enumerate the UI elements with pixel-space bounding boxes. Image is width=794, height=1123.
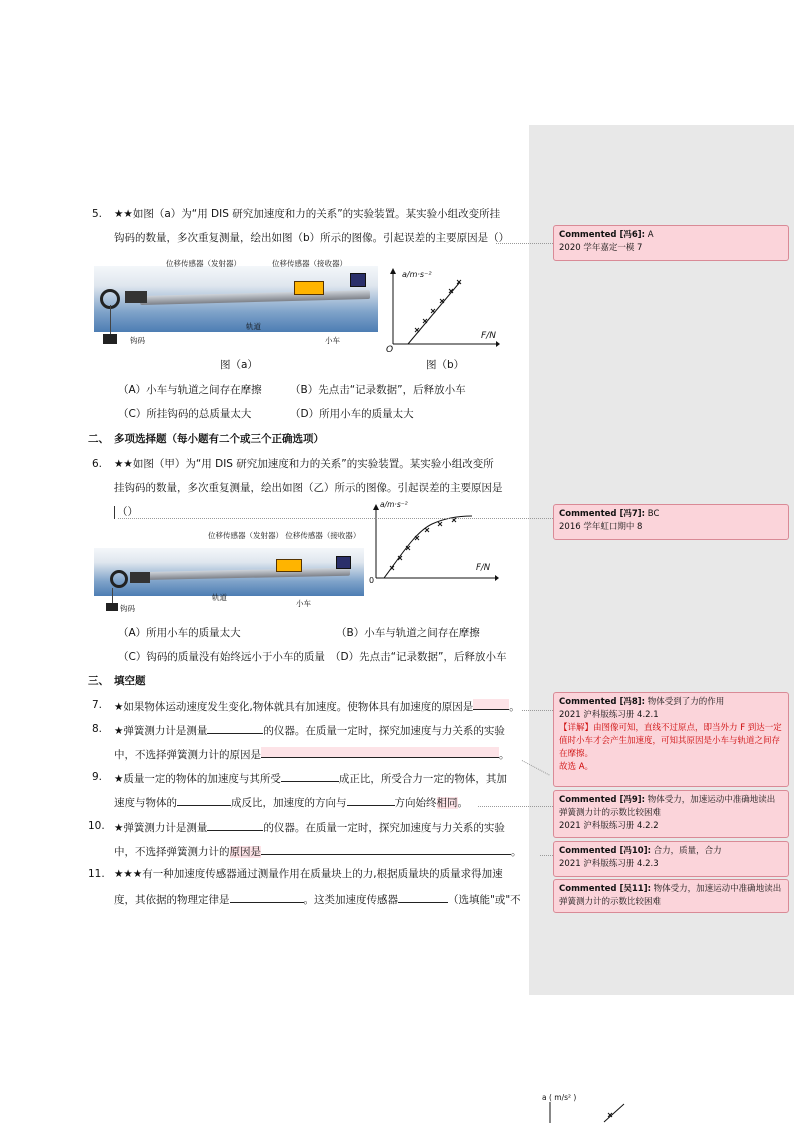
comment-9[interactable]: Commented [冯9]: 物体受力，加速运动中准确地读出弹簧测力计的示数比较困难 2021 沪科版练习册 4.2.2: [553, 790, 789, 838]
q5-graph-xlabel: F/N: [481, 331, 496, 341]
q5-option-c: （C）所挂钩码的总质量太大: [118, 408, 252, 420]
q7-line: ★如果物体运动速度发生变化,物体就具有加速度。使物体具有加速度的原因是 。: [114, 701, 520, 713]
q7-number: 7.: [92, 699, 103, 711]
comment-10[interactable]: Commented [冯10]: 合力，质量，合力 2021 沪科版练习册 4.2.3: [553, 841, 789, 877]
q6-option-c: （C）钩码的质量没有始终远小于小车的质量: [118, 651, 325, 663]
q5-option-d: （D）所用小车的质量太大: [290, 408, 414, 420]
q5-fig-b-caption: 图（b）: [426, 359, 465, 371]
q6-fit-curve: [384, 516, 472, 578]
q9-line1: ★质量一定的物体的加速度与其所受 成正比，所受合力一定的物体，其加: [114, 773, 507, 785]
q5-label-weight: 钩码: [130, 336, 145, 345]
comment-7[interactable]: Commented [冯7]: BC 2016 学年虹口期中 8: [553, 504, 789, 540]
q5-graph: [378, 266, 500, 360]
q6-label-cart: 小车: [296, 599, 311, 608]
q6-line2: 挂钩码的数量，多次重复测量，绘出如图（乙）所示的图像。引起误差的主要原因是: [114, 482, 503, 494]
q7-answer-blank[interactable]: [473, 699, 509, 710]
q6-pulley: [110, 570, 128, 588]
q6-pulley-block: [130, 572, 150, 583]
q10-answer-blank-1[interactable]: [207, 820, 263, 831]
q6-graph-ylabel: a/m·s⁻²: [380, 500, 408, 509]
q11-line1: ★★★有一种加速度传感器通过测量作用在质量块上的力,根据质量块的质量求得加速: [114, 868, 503, 880]
q5-line1: ★★如图（a）为“用 DIS 研究加速度和力的关系”的实验装置。某实验小组改变所挂: [114, 208, 501, 220]
q10-line1: ★弹簧测力计是测量 的仪器。在质量一定时，探究加速度与力关系的实验: [114, 822, 505, 834]
q5-label-sensor-rx: 位移传感器（接收器）: [272, 259, 347, 268]
q6-weight: [106, 603, 118, 611]
section3-number: 三、: [88, 675, 109, 687]
q11-answer-blank-1[interactable]: [230, 892, 304, 903]
comment-11[interactable]: Commented [吴11]: 物体受力，加速运动中准确地读出弹簧测力计的示数比较困难: [553, 879, 789, 913]
q5-string: [110, 305, 111, 335]
q11-answer-blank-2[interactable]: [398, 892, 448, 903]
q9-number: 9.: [92, 771, 103, 783]
q5-option-a: （A）小车与轨道之间存在摩擦: [118, 384, 262, 396]
q10-answer-blank-2[interactable]: [261, 844, 511, 855]
q5-graph-origin: O: [386, 345, 394, 355]
q5-receiver: [350, 273, 366, 287]
q6-cart: [276, 559, 302, 572]
q6-label-weight: 钩码: [120, 604, 135, 613]
q9-answer-blank-2[interactable]: [177, 795, 231, 806]
q8-number: 8.: [92, 723, 103, 735]
q6-option-b: （B）小车与轨道之间存在摩擦: [336, 627, 480, 639]
q5-stars: ★★: [114, 208, 133, 220]
comment-connector-6: [496, 243, 553, 244]
q8-answer-blank-1[interactable]: [207, 723, 263, 734]
q5-cart: [294, 281, 324, 295]
q10-number: 10.: [88, 820, 105, 832]
q6-graph-origin: 0: [369, 576, 375, 585]
q5-label-track: 轨道: [246, 322, 261, 331]
q6-number: 6.: [92, 458, 103, 470]
comment-connector-8: [522, 710, 553, 711]
q8-answer-blank-2[interactable]: [261, 747, 499, 758]
q6-data-points: [390, 518, 456, 570]
footer-graph-ylabel: a ( m/s² ): [542, 1093, 577, 1102]
q5-line2: 钩码的数量，多次重复测量，绘出如图（b）所示的图像。引起误差的主要原因是（）: [114, 232, 510, 244]
q8-line2: 中，不选择弹簧测力计的原因是 。: [114, 749, 510, 761]
q9-line2: 速度与物体的 成反比，加速度的方向与 方向始终相同。: [114, 797, 468, 809]
q5-graph-ylabel: a/m·s⁻²: [402, 270, 432, 279]
comment-connector-10: [478, 806, 553, 807]
q5-weight: [103, 334, 117, 344]
q11-line2: 度，其依据的物理定律是 。这类加速度传感器 （选填能"或"不: [114, 894, 521, 906]
q8-line1: ★弹簧测力计是测量 的仪器。在质量一定时，探究加速度与力关系的实验: [114, 725, 505, 737]
q6-string: [112, 588, 113, 604]
q6-option-a: （A）所用小车的质量太大: [118, 627, 241, 639]
q5-pulley-block: [125, 291, 147, 303]
q5-option-b: （B）先点击“记录数据”，后释放小车: [290, 384, 466, 396]
q6-label-track: 轨道: [212, 593, 227, 602]
q6-graph: [370, 502, 500, 588]
section3-title: 填空题: [114, 675, 146, 687]
q6-label-sensors: 位移传感器（发射器） 位移传感器（接收器）: [208, 531, 361, 540]
q9-answer-blank-3[interactable]: [347, 795, 395, 806]
footer-graph: [544, 1100, 634, 1123]
comment-connector-7: [118, 518, 553, 519]
q5-number: 5.: [92, 208, 103, 220]
q5-data-points: [415, 280, 461, 332]
section2-title: 多项选择题（每小题有二个或三个正确选项）: [114, 433, 324, 445]
q11-number: 11.: [88, 868, 105, 880]
comment-8[interactable]: Commented [冯8]: 物体受到了力的作用 2021 沪科版练习册 4.2.1 【详解】由图像可知，直线不过原点，即当外力 F 到达一定值时小车才会产生加速度，可知其原因是小车与轨道之间存在摩擦。 故选 A。: [553, 692, 789, 787]
comment-connector-11: [540, 855, 553, 856]
q6-line3: （）: [114, 506, 138, 519]
q10-line2: 中，不选择弹簧测力计的原因是 。: [114, 846, 522, 858]
q5-label-sensor-tx: 位移传感器（发射器）: [166, 259, 241, 268]
q6-receiver: [336, 556, 351, 569]
comment-6[interactable]: Commented [冯6]: A 2020 学年嘉定一模 7: [553, 225, 789, 261]
section2-number: 二、: [88, 433, 109, 445]
q5-label-cart: 小车: [325, 336, 340, 345]
q5-fit-line: [408, 282, 460, 344]
q6-graph-xlabel: F/N: [476, 563, 491, 573]
q6-option-d: （D）先点击“记录数据”，后释放小车: [330, 651, 507, 663]
q5-fig-a-caption: 图（a）: [220, 359, 258, 371]
q6-line1: ★★如图（甲）为“用 DIS 研究加速度和力的关系”的实验装置。某实验小组改变所: [114, 458, 494, 470]
q9-answer-blank-1[interactable]: [281, 771, 339, 782]
